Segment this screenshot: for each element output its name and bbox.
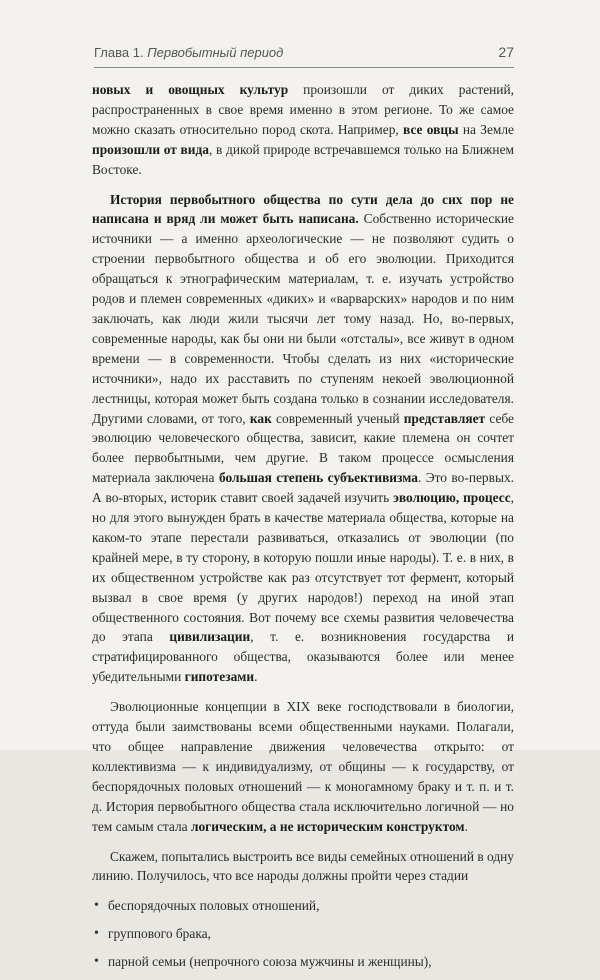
emphasis: цивилизации xyxy=(169,629,251,645)
emphasis: как xyxy=(249,410,272,426)
emphasis: представляет xyxy=(403,410,486,426)
text-run: современный ученый xyxy=(271,410,404,426)
text-run: Собственно исторические источники — а именно археологические — не позволяют судить о строении первобытного общества и об его эволюции. Приходится обращаться к этнографическим материалам, т. е. изучать устройство родов и племен современных «диких» и «варварских» народов и по ним заключать, как люди жили тысячи лет тому назад. Но, во-первых, современные народы, как бы они ни были «отсталы», все живут в одном времени — в современности. Чтобы сделать из них «исторические источники», надо их расставить по ступеням некоей эволюционной лестницы, которая может быть создана только в сознании исследователя. Другими словами, от того, xyxy=(92,211,514,426)
paragraph-1 xyxy=(92,80,514,180)
text-run: . xyxy=(464,818,468,834)
stages-list xyxy=(92,896,514,972)
chapter-heading xyxy=(94,45,283,60)
emphasis: новых и овощных культур xyxy=(92,82,289,97)
emphasis: гипотезами xyxy=(184,669,255,685)
text-run: себе эволюцию человеческого общества, зависит, какие племена он сочтет более первобытными, чем другие. В таком процессе осмысления материала заключена xyxy=(92,410,514,486)
text-run: , т. е. возникновения государства и стратифицированного общества, оказываются более или менее убедительными xyxy=(92,629,514,685)
text-run: . Это во-первых. А во-вторых, историк ставит своей задачей изучить xyxy=(92,470,514,506)
chapter-prefix: Глава 1. xyxy=(94,45,144,60)
emphasis: История первобытного общества по сути дела до сих пор не написана и вряд ли может быть написана. xyxy=(92,191,514,227)
paragraph-2 xyxy=(92,190,514,688)
emphasis: произошли от вида xyxy=(92,141,209,157)
text-run: Эволюционные концепции в XIX веке господствовали в биологии, оттуда были заимствованы всеми общественными науками. Полагали, что общее направление движения человечества открыто: от коллективизма — к индивидуализму, от общины — к государству, от беспорядочных половых отношений — к моногамному браку и т. п. и т. д. История первобытного общества стала исключительно логичной — но тем самым стала xyxy=(92,699,514,834)
emphasis: большая степень субъективизма xyxy=(218,470,418,486)
text-run: Скажем, попытались выстроить все виды семейных отношений в одну линию. Получилось, что все народы должны пройти через стадии xyxy=(92,848,514,884)
text-run: , но для этого вынужден брать в качестве материала общества, которые на каком-то этапе перестали развиваться, отказались от эволюции (по крайней мере, в ту сторону, в которую пошли иные народы). Т. е. в них, в их общественном устройстве как раз отсутствует тот фермент, который вызвал в свое время (у других народов!) переход на иной этап общественного состояния. Вот почему все схемы развития человечества до этапа xyxy=(92,490,514,645)
list-item: • парной семьи (непрочного союза мужчины и женщины), xyxy=(92,952,514,972)
emphasis: эволюцию, процесс xyxy=(393,490,511,506)
paragraph-4 xyxy=(92,847,514,887)
text-run: , в дикой природе встречавшемся только на Ближнем Востоке. xyxy=(92,141,514,177)
chapter-title: Первобытный период xyxy=(147,45,284,60)
body-text xyxy=(92,80,514,980)
emphasis: все овцы xyxy=(403,121,459,137)
text-run: на Земле xyxy=(458,121,514,137)
paragraph-3 xyxy=(92,697,514,836)
text-run: произошли от диких растений, распространенных в свое время именно в этом регионе. То же самое можно сказать относительно пород скота. Например, xyxy=(92,82,514,137)
list-item: • беспорядочных половых отношений, xyxy=(92,896,514,916)
page-number: 27 xyxy=(498,44,514,60)
text-run: . xyxy=(254,669,258,685)
list-item: • группового брака, xyxy=(92,924,514,944)
emphasis: логическим, а не историческим конструктом xyxy=(190,818,465,834)
running-header xyxy=(94,44,514,68)
